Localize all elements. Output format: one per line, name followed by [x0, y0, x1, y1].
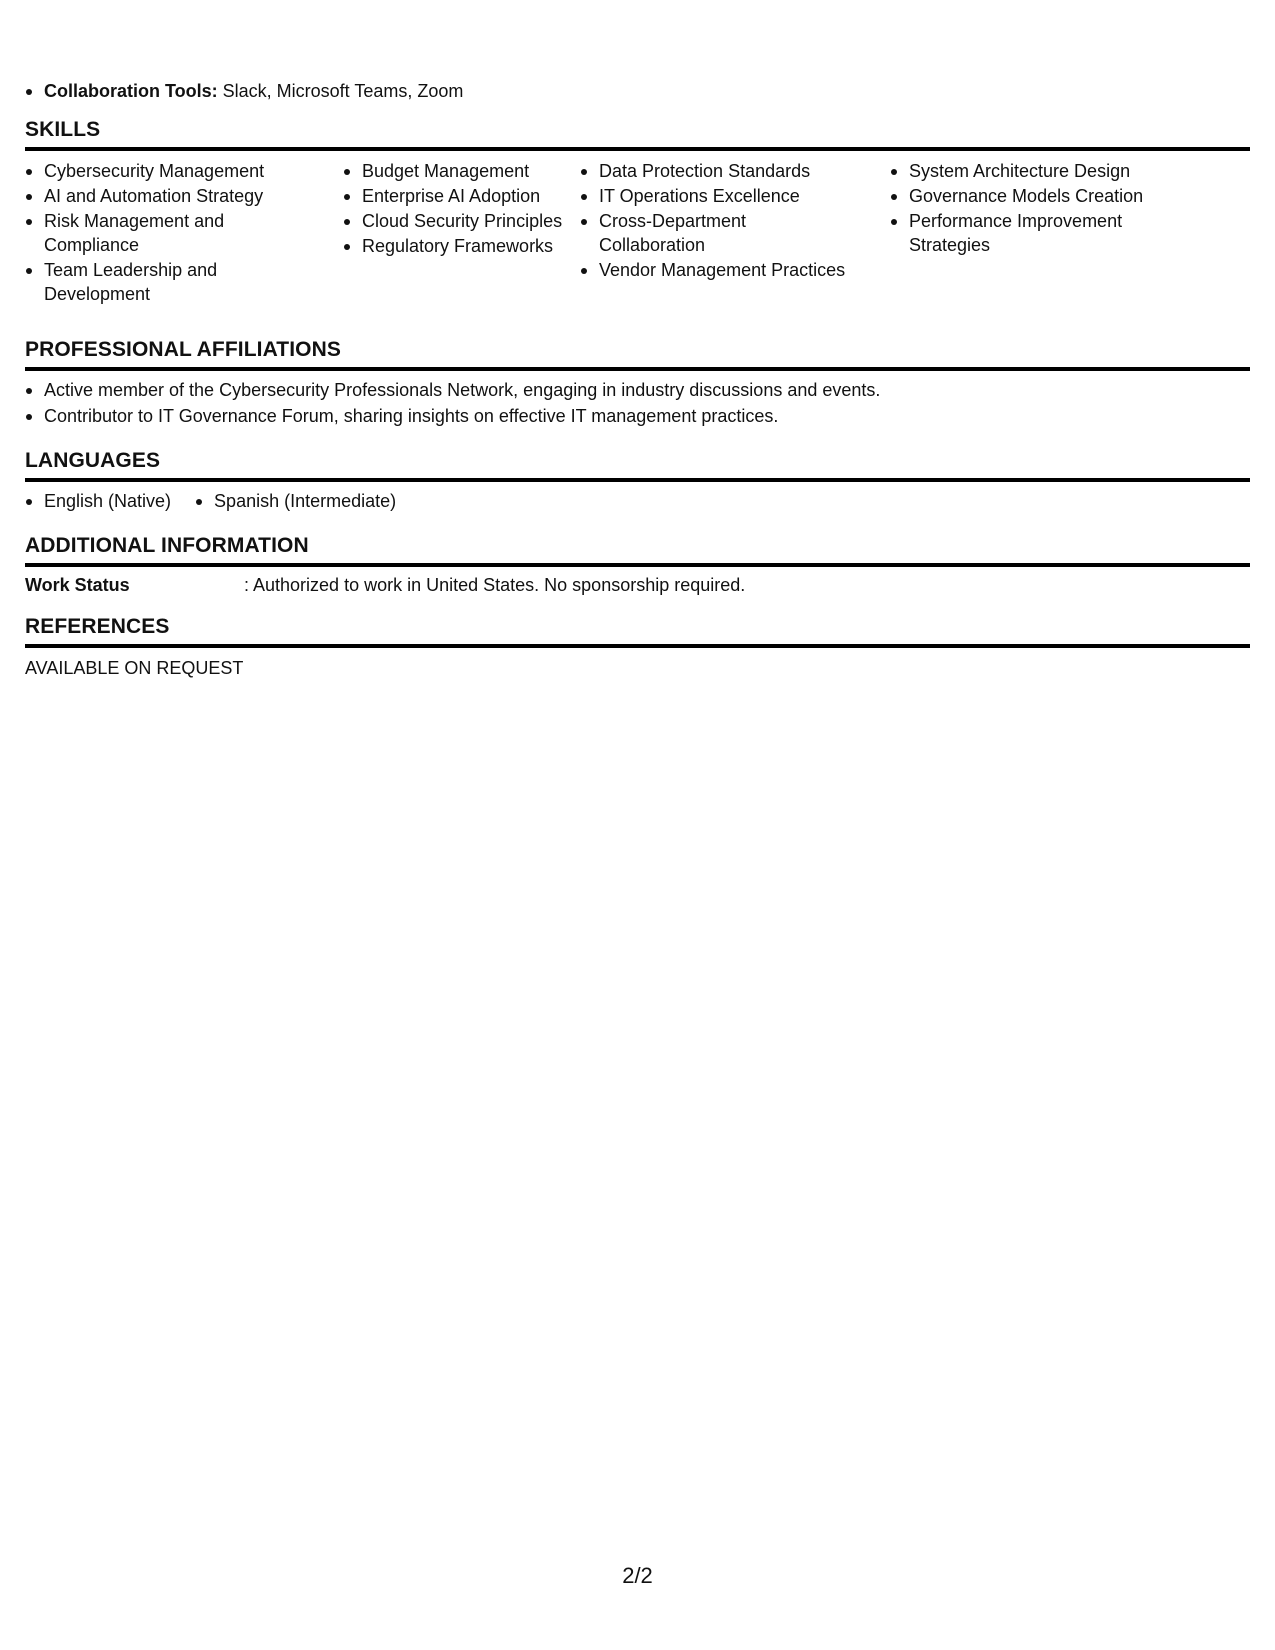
languages-section: [25, 447, 1250, 513]
work-status-value: : Authorized to work in United States. No sponsorship required.: [244, 575, 746, 595]
references-section: [25, 613, 1250, 680]
references-text: AVAILABLE ON REQUEST: [25, 658, 244, 678]
skill-item: Budget Management: [343, 159, 567, 183]
section-divider: [25, 644, 1250, 648]
skill-item: AI and Automation Strategy: [25, 184, 315, 208]
skill-item: Regulatory Frameworks: [343, 234, 567, 258]
list-item: [25, 79, 463, 103]
skill-item: Enterprise AI Adoption: [343, 184, 567, 208]
skills-column-4: [890, 159, 1180, 258]
skill-item: Cybersecurity Management: [25, 159, 315, 183]
tools-value: Slack, Microsoft Teams, Zoom: [217, 81, 464, 101]
page-number: 2/2: [622, 1563, 653, 1588]
language-item: Spanish (Intermediate): [195, 489, 396, 513]
skills-column-2: [343, 159, 567, 259]
skill-item: Performance Improvement Strategies: [890, 209, 1149, 257]
skill-item: System Architecture Design: [890, 159, 1180, 183]
section-divider: [25, 478, 1250, 482]
skill-item: Risk Management and Compliance: [25, 209, 315, 257]
skill-item: Team Leadership and Development: [25, 258, 315, 306]
skill-item: Cross-Department Collaboration: [580, 209, 779, 257]
section-divider: [25, 563, 1250, 567]
skill-item: Governance Models Creation: [890, 184, 1180, 208]
section-title-affiliations: PROFESSIONAL AFFILIATIONS: [25, 338, 341, 361]
skills-column-1: [25, 159, 315, 307]
skill-item: Vendor Management Practices: [580, 258, 870, 282]
affiliation-item: Active member of the Cybersecurity Professionals Network, engaging in industry discussions and events.: [25, 378, 1250, 402]
skills-section: [25, 116, 1250, 309]
skill-item: Data Protection Standards: [580, 159, 870, 183]
section-title-references: REFERENCES: [25, 615, 170, 638]
skill-item: Cloud Security Principles: [343, 209, 567, 233]
language-item: English (Native): [25, 489, 171, 513]
skills-grid: [25, 159, 1250, 309]
tools-list: [25, 79, 463, 103]
skills-column-3: [580, 159, 870, 283]
skill-item: IT Operations Excellence: [580, 184, 870, 208]
section-divider: [25, 367, 1250, 371]
affiliations-section: [25, 336, 1250, 430]
work-status-row: [25, 573, 1250, 597]
work-status-label: Work Status: [25, 575, 130, 595]
section-divider: [25, 147, 1250, 151]
section-title-skills: SKILLS: [25, 118, 101, 141]
additional-info-section: [25, 532, 1250, 597]
tools-label: Collaboration Tools:: [44, 81, 218, 101]
section-title-additional: ADDITIONAL INFORMATION: [25, 534, 309, 557]
affiliations-list: [25, 378, 1250, 428]
affiliation-item: Contributor to IT Governance Forum, sharing insights on effective IT management practices.: [25, 404, 1250, 428]
languages-list: [25, 489, 1250, 513]
section-title-languages: LANGUAGES: [25, 449, 161, 472]
